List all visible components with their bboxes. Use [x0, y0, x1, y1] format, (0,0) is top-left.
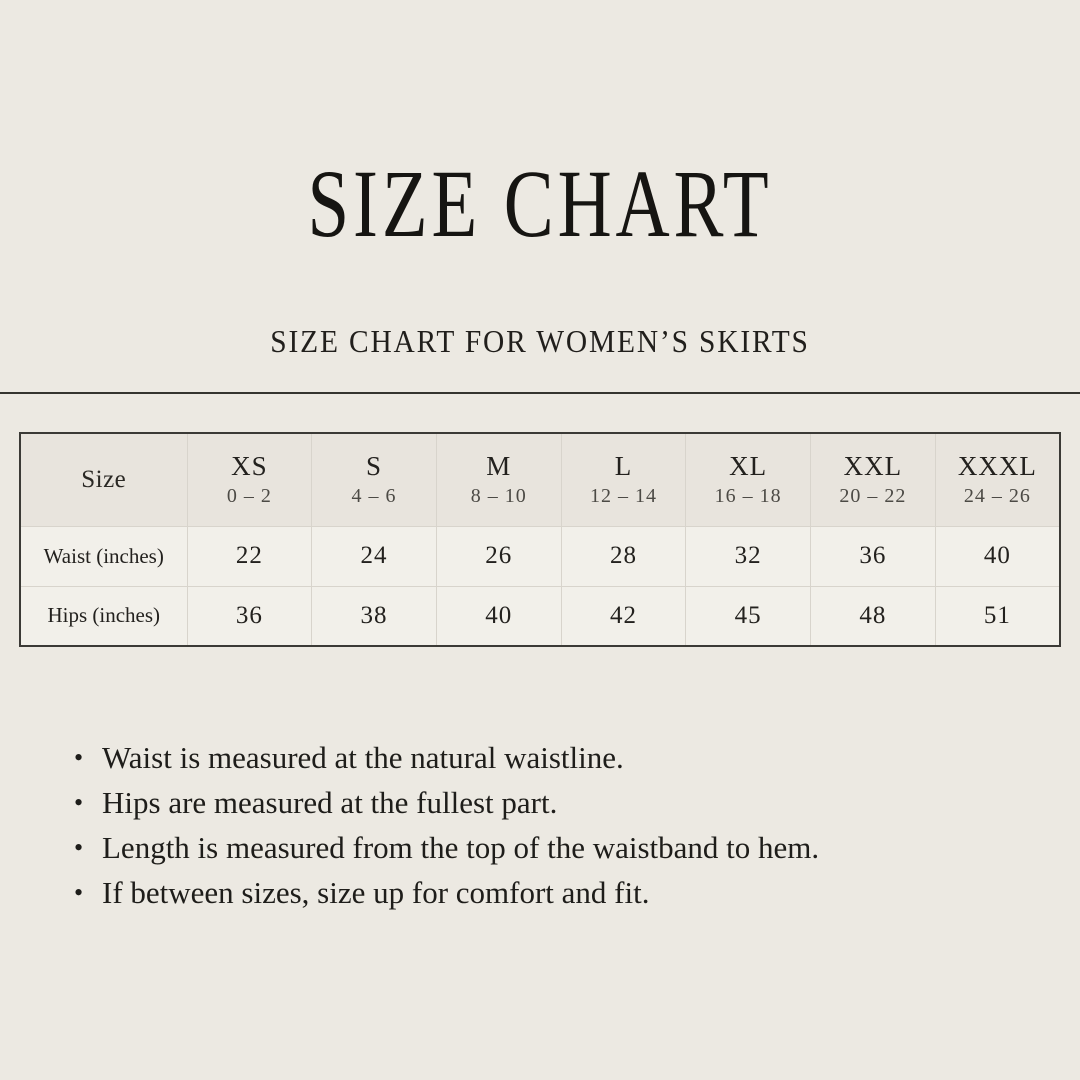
column-label: XXXL — [957, 451, 1037, 482]
column-range: 12 – 14 — [589, 485, 657, 508]
note-item: • Waist is measured at the natural waistline. — [72, 735, 1032, 780]
column-label: M — [486, 451, 512, 482]
page-subtitle: SIZE CHART FOR WOMEN’S SKIRTS — [270, 323, 810, 359]
column-range: 8 – 10 — [470, 485, 527, 508]
size-table — [19, 432, 1061, 647]
cell-value: 38 — [360, 601, 388, 629]
column-label: XXL — [843, 451, 903, 482]
column-label: S — [366, 451, 383, 482]
column-range: 0 – 2 — [226, 485, 272, 508]
cell-value: 22 — [235, 542, 263, 569]
table-cell — [187, 526, 312, 586]
cell-value: 32 — [734, 542, 762, 569]
table-row-hips — [20, 586, 1060, 646]
column-header-xs — [187, 433, 312, 526]
table-cell — [811, 586, 936, 646]
table-cell — [436, 586, 561, 646]
table-cell — [187, 586, 312, 646]
cell-value: 36 — [859, 542, 887, 569]
cell-value: 51 — [983, 601, 1011, 629]
horizontal-divider — [0, 392, 1080, 394]
column-range: 16 – 18 — [714, 485, 782, 508]
table-cell — [935, 526, 1060, 586]
table-cell — [436, 526, 561, 586]
cell-value: 42 — [609, 601, 637, 629]
page-title: SIZE CHART — [307, 150, 773, 257]
table-corner-cell — [20, 433, 187, 526]
row-label: Hips (inches) — [47, 603, 161, 628]
cell-value: 48 — [859, 601, 887, 629]
column-header-xxxl — [935, 433, 1060, 526]
table-cell — [935, 586, 1060, 646]
size-table-container — [19, 432, 1061, 647]
column-header-m — [436, 433, 561, 526]
column-label: L — [614, 451, 633, 482]
table-row-waist — [20, 526, 1060, 586]
row-label-cell — [20, 586, 187, 646]
note-item: • Length is measured from the top of the waistband to hem. — [72, 825, 1032, 870]
cell-value: 28 — [609, 542, 637, 569]
column-header-s — [312, 433, 437, 526]
column-range: 24 – 26 — [963, 485, 1031, 508]
measurement-notes-list — [72, 735, 1032, 915]
note-item: • If between sizes, size up for comfort and fit. — [72, 870, 1032, 915]
column-header-xl — [686, 433, 811, 526]
table-cell — [312, 586, 437, 646]
cell-value: 40 — [485, 601, 513, 629]
column-header-xxl — [811, 433, 936, 526]
table-cell — [686, 526, 811, 586]
table-cell — [312, 526, 437, 586]
column-label: XL — [729, 451, 768, 482]
table-cell — [686, 586, 811, 646]
note-item: • Hips are measured at the fullest part. — [72, 780, 1032, 825]
cell-value: 26 — [485, 542, 513, 569]
table-cell — [561, 526, 686, 586]
cell-value: 24 — [360, 542, 388, 569]
table-cell — [811, 526, 936, 586]
row-label: Waist (inches) — [43, 543, 164, 568]
column-range: 20 – 22 — [839, 485, 907, 508]
cell-value: 40 — [983, 542, 1011, 569]
corner-label: Size — [81, 465, 127, 493]
table-header-row — [20, 433, 1060, 526]
cell-value: 45 — [734, 601, 762, 629]
cell-value: 36 — [235, 601, 263, 629]
column-label: XS — [231, 451, 268, 482]
column-range: 4 – 6 — [351, 485, 397, 508]
column-header-l — [561, 433, 686, 526]
table-cell — [561, 586, 686, 646]
row-label-cell — [20, 526, 187, 586]
